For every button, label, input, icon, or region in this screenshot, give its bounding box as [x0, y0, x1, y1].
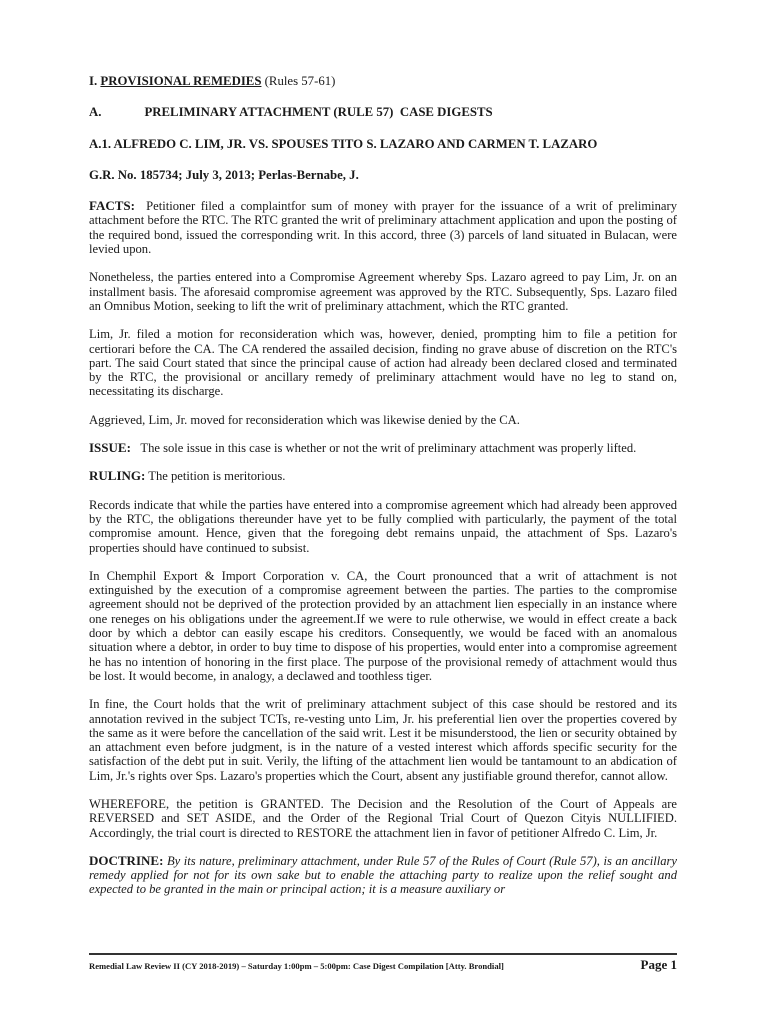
subsection-heading: [89, 105, 677, 119]
facts-paragraph-1: [89, 199, 677, 256]
facts-label: FACTS:: [89, 198, 135, 214]
facts-paragraph-2: Nonetheless, the parties entered into a Compromise Agreement whereby Sps. Lazaro agreed to pay Lim, Jr. on an installment basis. The aforesaid compromise agreement was approved by the RTC. Subsequently, Sps. Lazaro filed an Omnibus Motion, seeking to lift the writ of preliminary attachment, which the RTC granted.: [89, 270, 677, 313]
ruling-paragraph: [89, 469, 677, 483]
facts-paragraph-3: Lim, Jr. filed a motion for reconsideration which was, however, denied, prompting him to file a petition for certiorari before the CA. The CA rendered the assailed decision, finding no grave abuse of discretion on the RTC's part. The said Court stated that since the principal cause of action had already been declared closed and terminated by the RTC, the provisional or ancillary remedy of preliminary attachment would have no leg to stand on, necessitating its discharge.: [89, 327, 677, 399]
footer-course-info: Remedial Law Review II (CY 2018-2019) – Saturday 1:00pm – 5:00pm: Case Digest Compilation [Atty. Brondial]: [89, 961, 504, 971]
case-citation: G.R. No. 185734; July 3, 2013; Perlas-Bernabe, J.: [89, 167, 359, 182]
ruling-paragraph-4: WHEREFORE, the petition is GRANTED. The Decision and the Resolution of the Court of Appeals are REVERSED and SET ASIDE, and the Order of the Regional Trial Court of Quezon Cityis NULLIFIED. Accordingly, the trial court is directed to RESTORE the attachment lien in favor of petitioner Alfredo C. Lim, Jr.: [89, 796, 677, 840]
subsection-title: PRELIMINARY ATTACHMENT (RULE 57) CASE DIGESTS: [144, 105, 493, 120]
facts-paragraph-4: Aggrieved, Lim, Jr. moved for reconsideration which was likewise denied by the CA.: [89, 412, 520, 427]
doctrine-label: DOCTRINE:: [89, 852, 164, 868]
section-title: PROVISIONAL REMEDIES: [100, 74, 262, 88]
section-heading: [89, 74, 677, 88]
doctrine-paragraph: [89, 854, 677, 897]
issue-text: The sole issue in this case is whether or not the writ of preliminary attachment was properly lifted.: [140, 441, 637, 456]
case-title: A.1. ALFREDO C. LIM, JR. VS. SPOUSES TITO S. LAZARO AND CARMEN T. LAZARO: [89, 136, 598, 151]
doctrine-text: By its nature, preliminary attachment, under Rule 57 of the Rules of Court (Rule 57), is an ancillary remedy applied for not for its own sake but to enable the attaching party to realize upon the relief sought and expected to be granted in the main or principal action; it is a measure auxiliary or: [89, 853, 677, 897]
page-footer: [89, 957, 677, 973]
page-number: Page 1: [640, 957, 677, 972]
facts-text-1: Petitioner filed a complaintfor sum of money with prayer for the issuance of a writ of preliminary attachment before the RTC. The RTC granted the writ of preliminary attachment application and upon the posting of the required bond, issued the corresponding writ. In this accord, three (3) parcels of land situated in Bulacan, were levied upon.: [89, 199, 677, 257]
footer-rule: [89, 953, 677, 955]
issue-paragraph: [89, 441, 677, 455]
ruling-paragraph-1: Records indicate that while the parties have entered into a compromise agreement which had already been approved by the RTC, the obligations thereunder have yet to be fully complied with particularly, the payment of the total compromise amount. Hence, given that the foregoing debt remains unpaid, the attachment of Sps. Lazaro's properties should have continued to subsist.: [89, 497, 677, 555]
section-number: I.: [89, 74, 98, 88]
subsection-letter: A.: [89, 105, 102, 120]
document-page: [89, 74, 677, 897]
issue-label: ISSUE:: [89, 440, 131, 456]
ruling-paragraph-3: In fine, the Court holds that the writ of preliminary attachment subject of this case should be restored and its annotation revived in the subject TCTs, re-vesting unto Lim, Jr. his preferential lien over the properties covered by the same as it were before the cancellation of the said writ. Lest it be misunderstood, the lien or security obtained by an attachment even before judgment, is in the nature of a vested interest which affords specific security for the satisfaction of the debt put in suit. Verily, the lifting of the attachment lien would be tantamount to an abdication of Lim, Jr.'s rights over Sps. Lazaro's properties which the Court, absent any justifiable ground therefor, cannot allow.: [89, 697, 677, 783]
ruling-label: RULING:: [89, 468, 146, 484]
section-rules: (Rules 57-61): [264, 74, 336, 88]
ruling-text: The petition is meritorious.: [148, 469, 286, 484]
ruling-paragraph-2: In Chemphil Export & Import Corporation v. CA, the Court pronounced that a writ of attachment is not extinguished by the execution of a compromise agreement between the parties. The parties to the compromise agreement should not be deprived of the protection provided by an attachment lien especially in an instance where one reneges on his obligations under the agreement.If we were to rule otherwise, we would in effect create a back door by which a debtor can easily escape his creditors. Consequently, we would be faced with an anomalous situation where a debtor, in order to buy time to dispose of his properties, would enter into a compromise agreement he has no intention of honoring in the first place. The purpose of the provisional remedy of attachment would thus be lost. It would become, in analogy, a declawed and toothless tiger.: [89, 568, 677, 683]
